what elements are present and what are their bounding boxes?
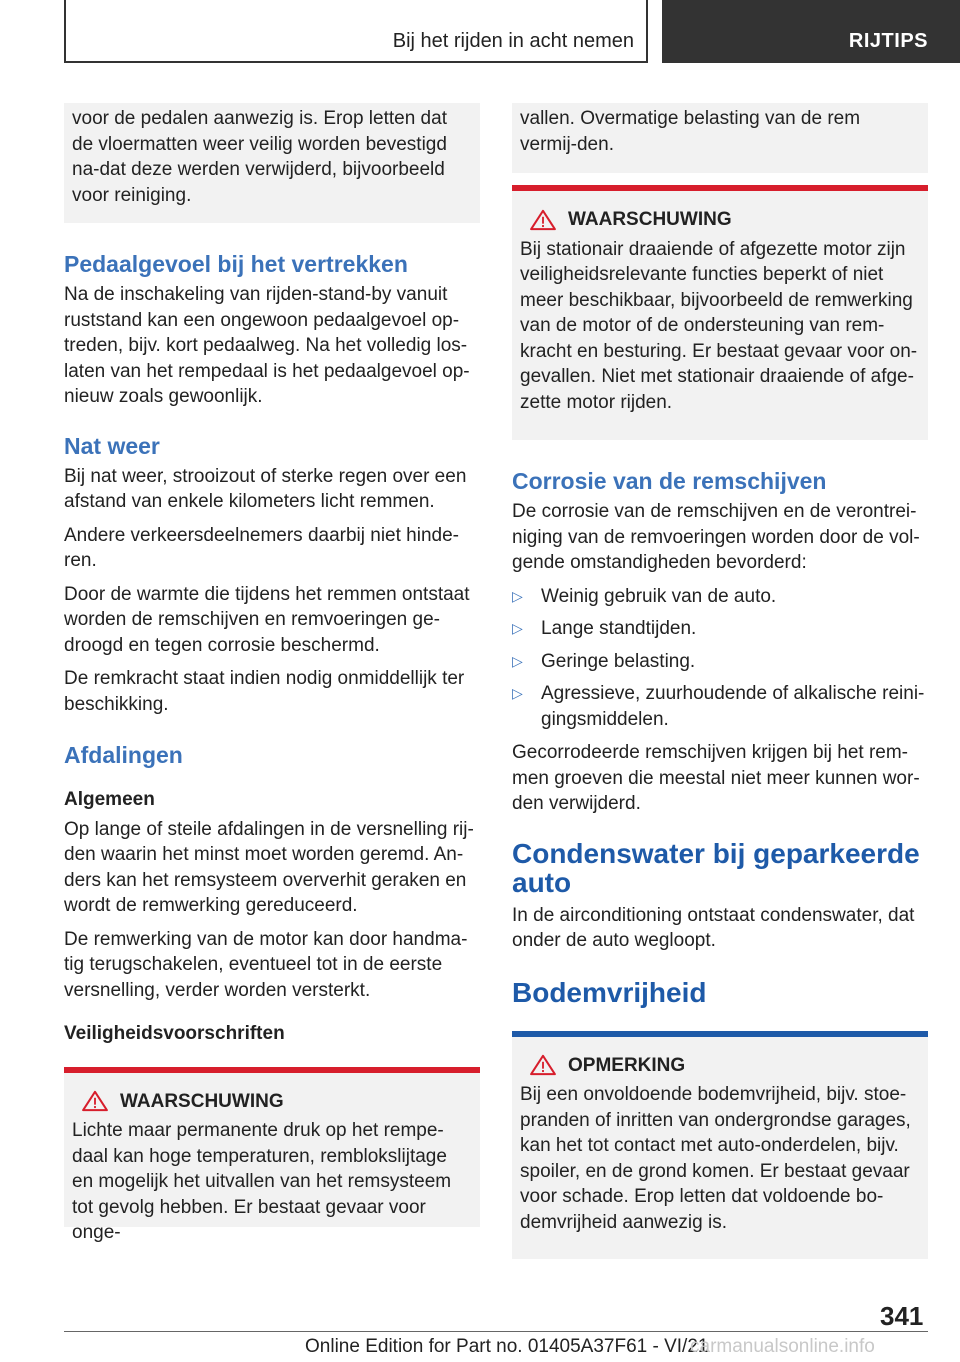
- note-text: Bij een onvoldoende bodemvrijheid, bijv. stoe-pranden of inritten van ondergrondse garages, kan het tot contact met auto-onderdelen, bijv. spoiler, en de grond komen. Er bestaat gevaar voor schade. Erop letten dat voldoende bo-demvrijheid aanwezig is.: [520, 1084, 911, 1233]
- warning-text: Bij stationair draaiende of afgezette motor zijn veiligheidsrelevante functies beperkt of niet meer beschikbaar, bijvoorbeeld de remwerking van de motor of de ondersteuning van rem-kracht en besturing. Er bestaat gevaar voor on-gevallen. Niet met stationair draaiende of afge-zette motor rijden.: [520, 238, 918, 413]
- condenswater-heading: Condenswater bij geparkeerde auto: [512, 837, 920, 898]
- header-section-tab: [64, 0, 648, 63]
- continued-box: [512, 103, 928, 173]
- warning-box: [512, 185, 928, 440]
- warning-box: [64, 1067, 480, 1243]
- corrosie-heading: Corrosie van de remschijven: [512, 468, 827, 494]
- continued-text: vallen. Overmatige belasting van de rem vermij-den.: [520, 108, 861, 155]
- pedaalgevoel-text: Na de inschakeling van rijden-stand-by vanuit ruststand kan een ongewoon pedaalgevoel op-treden, bijv. kort pedaalweg. Na het volledig los-laten van het rempedaal is het pedaalgevoel op-nieuw zoals gewoonlijk.: [64, 284, 470, 407]
- triangle-bullet-icon: ▷: [512, 587, 523, 604]
- footer-edition: Online Edition for Part no. 01405A37F61 - VI/21: [305, 1336, 709, 1357]
- nat-weer-paragraph: Bij nat weer, strooizout of sterke regen over een afstand van enkele kilometers licht remmen.: [64, 465, 467, 512]
- afdalingen-heading: Afdalingen: [64, 742, 183, 768]
- note-title: OPMERKING: [568, 1054, 686, 1076]
- left-column: [64, 103, 480, 1243]
- corrosie-text: De corrosie van de remschijven en de verontrei-niging van de remvoeringen worden door de vol-gende omstandigheden bevorderd:: [512, 501, 920, 573]
- header-chapter-tab: [662, 0, 960, 63]
- list-item: ▷ Lange standtijden.: [512, 616, 928, 642]
- warning-triangle-icon: [80, 1090, 110, 1112]
- list-item: ▷ Weinig gebruik van de auto.: [512, 584, 928, 610]
- intro-box: [64, 103, 480, 223]
- condenswater-text: In de airconditioning ontstaat condenswater, dat onder de auto wegloopt.: [512, 904, 915, 951]
- nat-weer-heading: Nat weer: [64, 432, 160, 459]
- veiligheid-subheading: Veiligheidsvoorschriften: [64, 1023, 285, 1044]
- triangle-bullet-icon: ▷: [512, 620, 523, 636]
- note-box: [512, 1031, 928, 1259]
- nat-weer-paragraph: Andere verkeersdeelnemers daarbij niet hinde-ren.: [64, 524, 460, 571]
- nat-weer-paragraph: Door de warmte die tijdens het remmen ontstaat worden de remschijven en remvoeringen ge-droogd en tegen corrosie beschermd.: [64, 583, 470, 656]
- pedaalgevoel-heading: Pedaalgevoel bij het vertrekken: [64, 251, 408, 277]
- note-title-row: [520, 1053, 920, 1079]
- triangle-bullet-icon: ▷: [512, 652, 523, 669]
- algemeen-paragraph: Op lange of steile afdalingen in de versnelling rij-den waarin het minst moet worden geremd. An-ders kan het remsysteem oververhit geraken en wordt de remwerking gereduceerd.: [64, 818, 474, 916]
- bodemvrijheid-heading: Bodemvrijheid: [512, 976, 707, 1008]
- warning-text: Lichte maar permanente druk op het rempe-daal kan hoge temperaturen, remblokslijtage en mogelijk het uitvallen van het remsysteem tot gevolg hebben. Er bestaat gevaar voor onge-: [72, 1120, 452, 1243]
- corrosie-after-text: Gecorrodeerde remschijven krijgen bij het rem-men groeven die meestal niet meer kunnen wor-den verwijderd.: [512, 742, 920, 814]
- warning-triangle-icon: [528, 1054, 558, 1076]
- right-column: [512, 103, 928, 1259]
- warning-title: WAARSCHUWING: [120, 1090, 284, 1112]
- header-chapter-title: RIJTIPS: [848, 30, 928, 52]
- corrosie-list: [512, 584, 928, 733]
- nat-weer-paragraph: De remkracht staat indien nodig onmiddellijk ter beschikking.: [64, 668, 465, 715]
- footer-divider: [64, 1331, 928, 1332]
- list-item: ▷ Geringe belasting.: [512, 649, 928, 675]
- warning-triangle-icon: [528, 209, 558, 231]
- algemeen-paragraph: De remwerking van de motor kan door handma-tig terugschakelen, eventueel tot in de eerste versnelling, verder worden versterkt.: [64, 928, 468, 1001]
- intro-text: voor de pedalen aanwezig is. Erop letten dat de vloermatten weer veilig worden bevestigd na-dat deze werden verwijderd, bijvoorbeeld voor reiniging.: [72, 108, 447, 206]
- watermark: carmanualsonline.info: [690, 1336, 875, 1357]
- algemeen-subheading: Algemeen: [64, 789, 155, 810]
- page-number: 341: [880, 1301, 924, 1331]
- warning-title-row: [520, 207, 920, 233]
- list-item: ▷ Agressieve, zuurhoudende of alkalische reini-gingsmiddelen.: [512, 683, 925, 730]
- header-section-title: Bij het rijden in acht nemen: [392, 30, 634, 52]
- warning-title-row: [72, 1089, 472, 1115]
- warning-title: WAARSCHUWING: [568, 209, 732, 230]
- triangle-bullet-icon: ▷: [512, 685, 523, 701]
